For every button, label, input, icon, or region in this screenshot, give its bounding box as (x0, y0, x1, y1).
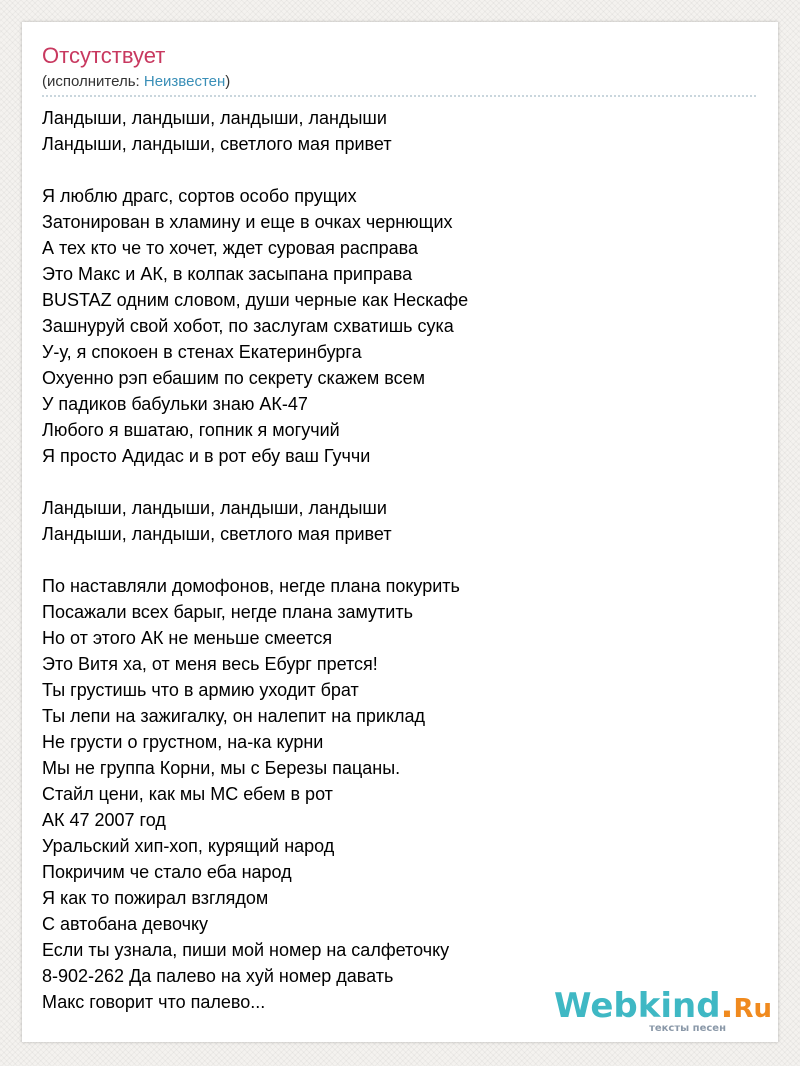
lyric-line: Ландыши, ландыши, ландыши, ландыши (42, 108, 387, 128)
lyric-line: Я люблю драгс, сортов особо прущих (42, 186, 357, 206)
lyric-line: Покричим че стало еба народ (42, 862, 292, 882)
lyric-line: BUSTAZ одним словом, души черные как Нескафе (42, 290, 469, 310)
lyric-line: Но от этого АК не меньше смеется (42, 628, 333, 648)
lyric-line: Ландыши, ландыши, светлого мая привет (42, 524, 392, 544)
lyric-line: Посажали всех барыг, негде плана замутить (42, 602, 413, 622)
lyric-line: Я просто Адидас и в рот ебу ваш Гуччи (42, 446, 371, 466)
artist-link[interactable]: Неизвестен (143, 73, 226, 90)
lyrics-card (22, 22, 778, 1042)
lyric-line: Я как то пожирал взглядом (42, 888, 269, 908)
lyric-line: У-у, я спокоен в стенах Екатеринбурга (42, 342, 362, 362)
artist-suffix: ) (225, 73, 231, 90)
lyric-line: Макс говорит что палево... (42, 992, 266, 1012)
lyric-line: Если ты узнала, пиши мой номер на салфеточку (42, 940, 450, 960)
lyric-line: 8-902-262 Да палево на хуй номер давать (42, 966, 394, 986)
lyric-line: Затонирован в хламину и еще в очках чернющих (42, 212, 453, 232)
lyric-line (42, 469, 756, 495)
lyric-line: А тех кто че то хочет, ждет суровая расправа (42, 238, 418, 258)
lyric-line: Ландыши, ландыши, ландыши, ландыши (42, 498, 387, 518)
lyric-line (42, 157, 756, 183)
brand-name: Webkind (554, 986, 721, 1026)
artist-line (42, 72, 230, 92)
song-title: Отсутствует (42, 43, 166, 68)
lyric-line: Не грусти о грустном, на-ка курни (42, 732, 324, 752)
lyric-line: Мы не группа Корни, мы с Березы пацаны. (42, 758, 401, 778)
brand-logo-text (554, 988, 772, 1027)
lyric-line: Уральский хип-хоп, курящий народ (42, 836, 335, 856)
lyrics-body (42, 105, 756, 1015)
lyric-line: Любого я вшатаю, гопник я могучий (42, 420, 340, 440)
artist-prefix: (исполнитель: (42, 73, 144, 90)
lyric-line: С автобана девочку (42, 914, 209, 934)
lyric-line: У падиков бабульки знаю АК-47 (42, 394, 308, 414)
lyric-line: Стайл цени, как мы МС ебем в рот (42, 784, 333, 804)
lyric-line: Ландыши, ландыши, светлого мая привет (42, 134, 392, 154)
brand-tld: Ru (733, 994, 772, 1024)
lyric-line: Ты лепи на зажигалку, он налепит на приклад (42, 706, 426, 726)
lyric-line: АК 47 2007 год (42, 810, 166, 830)
lyric-line: Это Макс и АК, в колпак засыпана приправа (42, 264, 413, 284)
lyric-line: Зашнуруй свой хобот, по заслугам схватишь сука (42, 316, 454, 336)
brand-tagline: тексты песен (649, 1023, 726, 1034)
brand-dot: . (720, 986, 734, 1026)
lyric-line (42, 547, 756, 573)
site-logo[interactable] (554, 988, 772, 1034)
lyric-line: Ты грустишь что в армию уходит брат (42, 680, 359, 700)
lyric-line: По наставляли домофонов, негде плана покурить (42, 576, 460, 596)
lyric-line: Это Витя ха, от меня весь Ебург прется! (42, 654, 378, 674)
title-separator (42, 95, 756, 97)
lyric-line: Охуенно рэп ебашим по секрету скажем всем (42, 368, 426, 388)
